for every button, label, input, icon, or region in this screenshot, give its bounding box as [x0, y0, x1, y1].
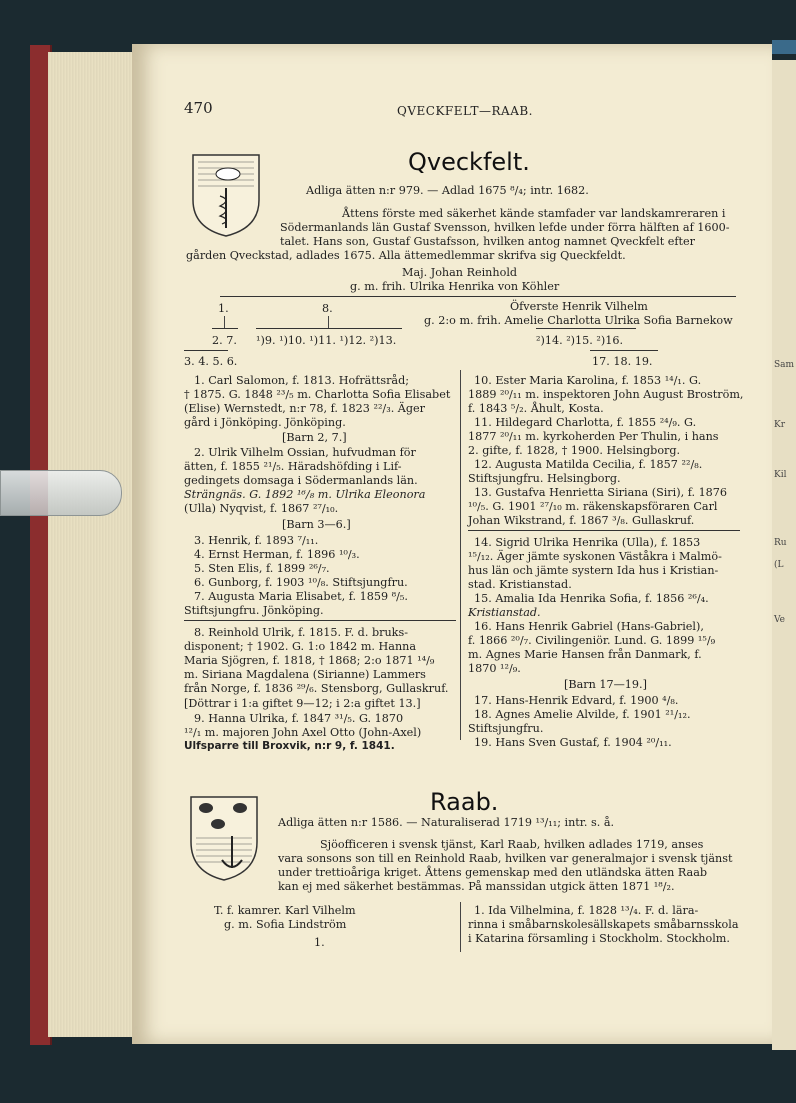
tree-branch: g. 2:o m. frih. Amelie Charlotta Ulrika Sofia Barnekow	[424, 314, 733, 327]
book-page	[132, 44, 772, 1044]
intro-line: under trettioåriga kriget. Åttens gemenskap med den utländska ätten Raab	[278, 866, 708, 879]
entry-line: 4. Ernst Herman, f. 1896 ¹⁰/₃.	[194, 548, 360, 561]
entry-line: 1. Ida Vilhelmina, f. 1828 ¹³/₄. F. d. lära-	[474, 904, 699, 917]
neighbor-page	[772, 60, 796, 1050]
entry-line: m. Agnes Marie Hansen från Danmark, f.	[468, 648, 702, 661]
entry-line: 8. Reinhold Ulrik, f. 1815. F. d. bruks-	[194, 626, 408, 639]
entry-line: 16. Hans Henrik Gabriel (Hans-Gabriel),	[474, 620, 704, 633]
tree-line	[224, 316, 225, 328]
entry-line: 18. Agnes Amelie Alvilde, f. 1901 ²¹/₁₂.	[474, 708, 691, 721]
family-subtitle: Adliga ätten n:r 1586. — Naturaliserad 1719 ¹³/₁₁; intr. s. å.	[278, 816, 615, 829]
entry-line: 13. Gustafva Henrietta Siriana (Siri), f. 1876	[474, 486, 728, 499]
intro-line: talet. Hans son, Gustaf Gustafsson, hvilken antog namnet Qveckfelt efter	[280, 235, 695, 248]
family-title: Qveckfelt.	[408, 148, 530, 176]
tree-head: Maj. Johan Reinhold	[402, 266, 518, 279]
entry-line: (Elise) Wernstedt, n:r 78, f. 1823 ²²/₃. Äger	[184, 402, 426, 415]
margin-text: Kil	[774, 470, 787, 480]
entry-line: 2. gifte, f. 1828, † 1900. Helsingborg.	[468, 444, 681, 457]
tree-line	[184, 350, 228, 351]
entry-line: 7. Augusta Maria Elisabet, f. 1859 ⁸/₅.	[194, 590, 408, 603]
entry-line: Kristianstad.	[468, 606, 541, 619]
entry-line: 19. Hans Sven Gustaf, f. 1904 ²⁰/₁₁.	[474, 736, 672, 749]
tree-line	[212, 328, 238, 329]
entry-line: 17. Hans-Henrik Edvard, f. 1900 ⁴/₈.	[474, 694, 679, 707]
margin-text: Ve	[774, 615, 785, 625]
tree-branch: 8.	[322, 302, 333, 315]
entry-line: [Barn 2, 7.]	[282, 431, 347, 444]
entry-line: Strängnäs. G. 1892 ¹⁶/₈ m. Ulrika Eleonora	[184, 488, 426, 501]
entry-line: stad. Kristianstad.	[468, 578, 572, 591]
entry-line: Stiftsjungfru. Helsingborg.	[468, 472, 621, 485]
tree-generation: 17. 18. 19.	[592, 355, 653, 368]
entry-separator	[468, 530, 740, 531]
entry-line: 11. Hildegard Charlotta, f. 1855 ²⁴/₉. G.	[474, 416, 697, 429]
entry-line: ätten, f. 1855 ²¹/₅. Häradshöfding i Lif-	[184, 460, 402, 473]
entry-line: † 1875. G. 1848 ²³/₅ m. Charlotta Sofia Elisabet	[184, 388, 451, 401]
tree-branch: 1.	[218, 302, 229, 315]
entry-line: 15. Amalia Ida Henrika Sofia, f. 1856 ²⁶/₄.	[474, 592, 709, 605]
entry-line: 14. Sigrid Ulrika Henrika (Ulla), f. 1853	[474, 536, 701, 549]
tree-branch: Öfverste Henrik Vilhelm	[510, 300, 648, 313]
entry-line: 10. Ester Maria Karolina, f. 1853 ¹⁴/₁. G.	[474, 374, 702, 387]
entry-line: 3. Henrik, f. 1893 ⁷/₁₁.	[194, 534, 319, 547]
entry-line: 12. Augusta Matilda Cecilia, f. 1857 ²²/₈.	[474, 458, 703, 471]
entry-line: 9. Hanna Ulrika, f. 1847 ³¹/₅. G. 1870	[194, 712, 404, 725]
entry-line: ¹⁵/₁₂. Äger jämte syskonen Väståkra i Malmö-	[468, 550, 722, 563]
neighbor-page-edge	[772, 40, 796, 54]
tree-line	[536, 328, 636, 329]
tree-generation: ¹)9. ¹)10. ¹)11. ¹)12. ²)13.	[256, 334, 397, 347]
entry-line: Stiftsjungfru. Jönköping.	[184, 604, 324, 617]
tree-line	[590, 350, 658, 351]
entry-line: f. 1843 ⁵/₂. Åhult, Kosta.	[468, 402, 604, 415]
tree-generation: ²)14. ²)15. ²)16.	[536, 334, 624, 347]
page-edges	[48, 52, 136, 1037]
entry-line: Johan Wikstrand, f. 1867 ³/₈. Gullaskruf.	[468, 514, 695, 527]
entry-line: rinna i småbarnskolesällskapets småbarnsskola	[468, 918, 739, 931]
entry-line: Maria Sjögren, f. 1818, † 1868; 2:o 1871 ¹⁴/₉	[184, 654, 435, 667]
entry-line: disponent; † 1902. G. 1:o 1842 m. Hanna	[184, 640, 417, 653]
page-tab-marker[interactable]	[0, 470, 122, 516]
margin-text: (L	[774, 560, 784, 570]
intro-line: Södermanlands län Gustaf Svensson, hvilken lefde under förra hälften af 1600-	[280, 221, 730, 234]
margin-text: Kr	[774, 420, 786, 430]
tree-generation: 1.	[314, 936, 325, 949]
entry-line: m. Siriana Magdalena (Sirianne) Lammers	[184, 668, 426, 681]
running-head: QVECKFELT—RAAB.	[397, 104, 533, 118]
tree-line	[220, 296, 736, 297]
entry-line: [Barn 3—6.]	[282, 518, 351, 531]
entry-line: gård i Jönköping. Jönköping.	[184, 416, 346, 429]
margin-text: Ru	[774, 538, 787, 548]
intro-line: Åttens förste med säkerhet kände stamfader var landskamreraren i	[342, 207, 726, 220]
entry-line: 2. Ulrik Vilhelm Ossian, hufvudman för	[194, 446, 416, 459]
family-title: Raab.	[430, 788, 499, 816]
column-divider	[460, 370, 461, 740]
entry-line: 1889 ²⁰/₁₁ m. inspektoren John August Broström,	[468, 388, 744, 401]
entry-line: (Ulla) Nyqvist, f. 1867 ²⁷/₁₀.	[184, 502, 339, 515]
family-subtitle: Adliga ätten n:r 979. — Adlad 1675 ⁸/₄; intr. 1682.	[306, 184, 589, 197]
entry-line: ¹²/₁ m. majoren John Axel Otto (John-Axel)	[184, 726, 422, 739]
entry-line: gedingets domsaga i Södermanlands län.	[184, 474, 418, 487]
entry-line: [Döttrar i 1:a giftet 9—12; i 2:a giftet 13.]	[184, 697, 421, 710]
tree-generation: 3. 4. 5. 6.	[184, 355, 238, 368]
entry-line: 1877 ²⁰/₁₁ m. kyrkoherden Per Thulin, i hans	[468, 430, 719, 443]
entry-line: 6. Gunborg, f. 1903 ¹⁰/₈. Stiftsjungfru.	[194, 576, 408, 589]
tree-head-spouse: g. m. frih. Ulrika Henrika von Köhler	[350, 280, 560, 293]
tree-line	[256, 328, 402, 329]
entry-line: i Katarina församling i Stockholm. Stockholm.	[468, 932, 730, 945]
tree-line	[328, 316, 329, 328]
raab-coat-of-arms	[188, 794, 260, 882]
entry-line: Stiftsjungfru.	[468, 722, 544, 735]
intro-line: vara sonsons son till en Reinhold Raab, hvilken var generalmajor i svensk tjänst	[278, 852, 733, 865]
entry-line: ¹⁰/₅. G. 1901 ²⁷/₁₀ m. räkenskapsföraren Carl	[468, 500, 718, 513]
entry-line: [Barn 17—19.]	[564, 678, 647, 691]
tree-head: T. f. kamrer. Karl Vilhelm	[214, 904, 356, 917]
qveckfelt-coat-of-arms	[190, 152, 262, 238]
entry-separator	[184, 620, 456, 621]
entry-line: från Norge, f. 1836 ²⁹/₆. Stensborg, Gullaskruf.	[184, 682, 449, 695]
tree-generation: 2. 7.	[212, 334, 237, 347]
intro-line: gården Qveckstad, adlades 1675. Alla ättemedlemmar skrifva sig Queckfeldt.	[186, 249, 626, 262]
intro-line: kan ej med säkerhet bestämmas. På manssidan utgick ätten 1871 ¹⁸/₂.	[278, 880, 675, 893]
entry-line: hus län och jämte systern Ida hus i Kristian-	[468, 564, 719, 577]
entry-line: 1870 ¹²/₉.	[468, 662, 521, 675]
intro-line: Sjöofficeren i svensk tjänst, Karl Raab, hvilken adlades 1719, anses	[320, 838, 704, 851]
tree-head-spouse: g. m. Sofia Lindström	[224, 918, 347, 931]
entry-line: f. 1866 ²⁰/₇. Civilingeniör. Lund. G. 1899 ¹⁵/₉	[468, 634, 716, 647]
entry-line: 1. Carl Salomon, f. 1813. Hofrättsråd;	[194, 374, 410, 387]
column-divider	[460, 902, 461, 952]
entry-line: Ulfsparre till Broxvik, n:r 9, f. 1841.	[184, 740, 395, 752]
page-number: 470	[184, 99, 213, 117]
margin-text: Sam	[774, 360, 795, 370]
entry-line: 5. Sten Elis, f. 1899 ²⁶/₇.	[194, 562, 330, 575]
